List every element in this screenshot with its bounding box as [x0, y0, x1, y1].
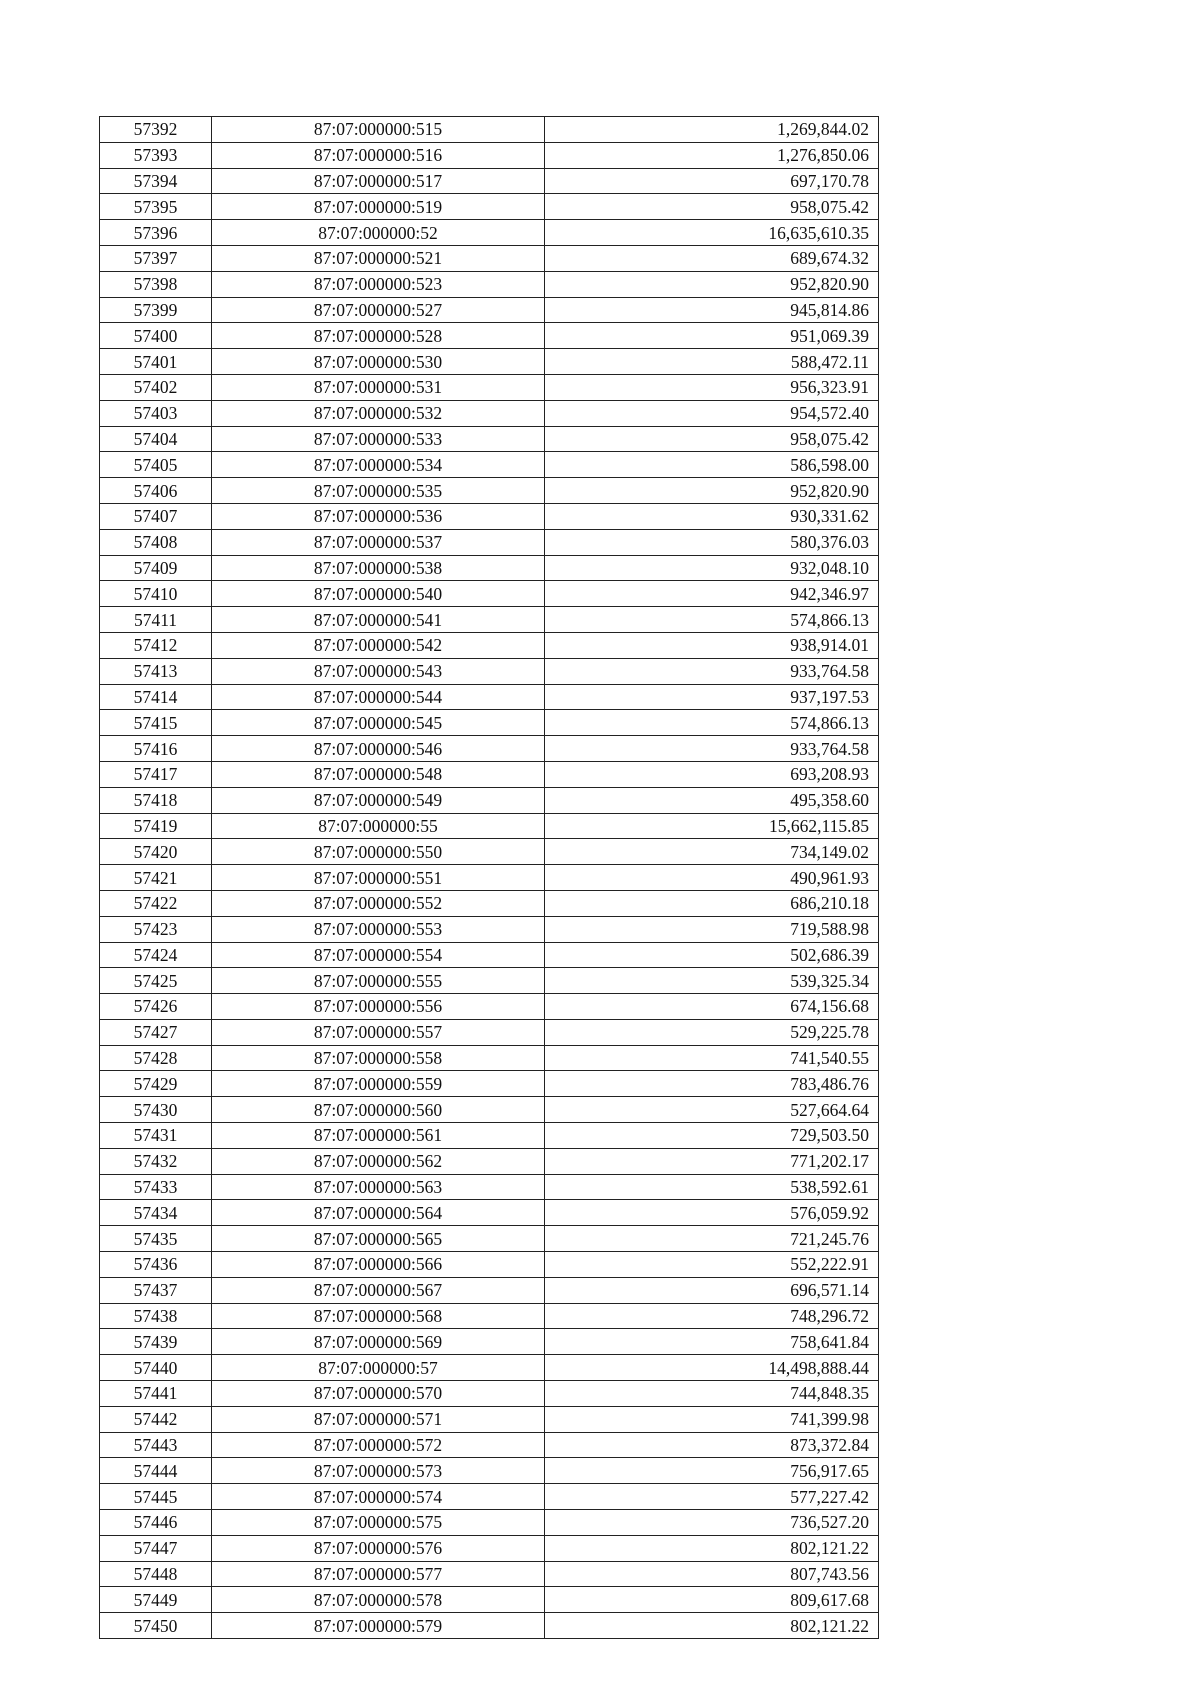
table-row [100, 1458, 879, 1484]
row-number-cell: 57431 [100, 1123, 212, 1149]
amount-cell: 539,325.34 [545, 968, 879, 994]
row-number-cell: 57426 [100, 994, 212, 1020]
table-row [100, 400, 879, 426]
row-number-cell: 57433 [100, 1174, 212, 1200]
cadastral-number-cell: 87:07:000000:532 [212, 400, 545, 426]
cadastral-number-cell: 87:07:000000:538 [212, 555, 545, 581]
cadastral-values-table [99, 116, 879, 1639]
table-row [100, 220, 879, 246]
row-number-cell: 57410 [100, 581, 212, 607]
cadastral-number-cell: 87:07:000000:521 [212, 245, 545, 271]
cadastral-number-cell: 87:07:000000:557 [212, 1019, 545, 1045]
amount-cell: 932,048.10 [545, 555, 879, 581]
row-number-cell: 57437 [100, 1277, 212, 1303]
amount-cell: 736,527.20 [545, 1510, 879, 1536]
amount-cell: 1,276,850.06 [545, 142, 879, 168]
cadastral-number-cell: 87:07:000000:576 [212, 1535, 545, 1561]
cadastral-number-cell: 87:07:000000:530 [212, 349, 545, 375]
amount-cell: 538,592.61 [545, 1174, 879, 1200]
cadastral-number-cell: 87:07:000000:548 [212, 761, 545, 787]
cadastral-number-cell: 87:07:000000:574 [212, 1484, 545, 1510]
amount-cell: 952,820.90 [545, 478, 879, 504]
cadastral-number-cell: 87:07:000000:577 [212, 1561, 545, 1587]
table-row [100, 1148, 879, 1174]
amount-cell: 951,069.39 [545, 323, 879, 349]
amount-cell: 954,572.40 [545, 400, 879, 426]
cadastral-number-cell: 87:07:000000:545 [212, 710, 545, 736]
table-row [100, 1484, 879, 1510]
amount-cell: 802,121.22 [545, 1613, 879, 1639]
amount-cell: 741,540.55 [545, 1045, 879, 1071]
cadastral-number-cell: 87:07:000000:560 [212, 1097, 545, 1123]
row-number-cell: 57422 [100, 890, 212, 916]
amount-cell: 942,346.97 [545, 581, 879, 607]
amount-cell: 952,820.90 [545, 271, 879, 297]
cadastral-number-cell: 87:07:000000:542 [212, 632, 545, 658]
cadastral-number-cell: 87:07:000000:553 [212, 916, 545, 942]
row-number-cell: 57393 [100, 142, 212, 168]
table-row [100, 529, 879, 555]
row-number-cell: 57427 [100, 1019, 212, 1045]
cadastral-number-cell: 87:07:000000:527 [212, 297, 545, 323]
table-row [100, 194, 879, 220]
document-sheet [99, 116, 879, 1639]
row-number-cell: 57415 [100, 710, 212, 736]
amount-cell: 490,961.93 [545, 865, 879, 891]
table-row [100, 142, 879, 168]
table-row [100, 1535, 879, 1561]
amount-cell: 693,208.93 [545, 761, 879, 787]
amount-cell: 756,917.65 [545, 1458, 879, 1484]
cadastral-number-cell: 87:07:000000:563 [212, 1174, 545, 1200]
table-row [100, 916, 879, 942]
row-number-cell: 57444 [100, 1458, 212, 1484]
table-row [100, 813, 879, 839]
table-row [100, 1432, 879, 1458]
row-number-cell: 57399 [100, 297, 212, 323]
cadastral-number-cell: 87:07:000000:565 [212, 1226, 545, 1252]
cadastral-number-cell: 87:07:000000:541 [212, 607, 545, 633]
table-row [100, 1277, 879, 1303]
row-number-cell: 57448 [100, 1561, 212, 1587]
amount-cell: 529,225.78 [545, 1019, 879, 1045]
amount-cell: 933,764.58 [545, 658, 879, 684]
table-row [100, 1561, 879, 1587]
amount-cell: 15,662,115.85 [545, 813, 879, 839]
amount-cell: 938,914.01 [545, 632, 879, 658]
cadastral-number-cell: 87:07:000000:559 [212, 1071, 545, 1097]
cadastral-number-cell: 87:07:000000:562 [212, 1148, 545, 1174]
amount-cell: 527,664.64 [545, 1097, 879, 1123]
cadastral-number-cell: 87:07:000000:579 [212, 1613, 545, 1639]
table-row [100, 1381, 879, 1407]
row-number-cell: 57416 [100, 736, 212, 762]
row-number-cell: 57400 [100, 323, 212, 349]
table-row [100, 452, 879, 478]
row-number-cell: 57413 [100, 658, 212, 684]
amount-cell: 741,399.98 [545, 1406, 879, 1432]
amount-cell: 574,866.13 [545, 710, 879, 736]
cadastral-number-cell: 87:07:000000:573 [212, 1458, 545, 1484]
cadastral-number-cell: 87:07:000000:570 [212, 1381, 545, 1407]
amount-cell: 719,588.98 [545, 916, 879, 942]
table-row [100, 1355, 879, 1381]
table-row [100, 1226, 879, 1252]
cadastral-number-cell: 87:07:000000:549 [212, 787, 545, 813]
cadastral-number-cell: 87:07:000000:561 [212, 1123, 545, 1149]
row-number-cell: 57398 [100, 271, 212, 297]
row-number-cell: 57419 [100, 813, 212, 839]
amount-cell: 577,227.42 [545, 1484, 879, 1510]
row-number-cell: 57405 [100, 452, 212, 478]
row-number-cell: 57407 [100, 503, 212, 529]
row-number-cell: 57411 [100, 607, 212, 633]
row-number-cell: 57438 [100, 1303, 212, 1329]
row-number-cell: 57414 [100, 684, 212, 710]
row-number-cell: 57429 [100, 1071, 212, 1097]
row-number-cell: 57404 [100, 426, 212, 452]
cadastral-number-cell: 87:07:000000:544 [212, 684, 545, 710]
cadastral-number-cell: 87:07:000000:551 [212, 865, 545, 891]
row-number-cell: 57421 [100, 865, 212, 891]
row-number-cell: 57446 [100, 1510, 212, 1536]
row-number-cell: 57449 [100, 1587, 212, 1613]
table-row [100, 994, 879, 1020]
table-row [100, 658, 879, 684]
amount-cell: 748,296.72 [545, 1303, 879, 1329]
amount-cell: 580,376.03 [545, 529, 879, 555]
cadastral-number-cell: 87:07:000000:554 [212, 942, 545, 968]
amount-cell: 956,323.91 [545, 374, 879, 400]
cadastral-number-cell: 87:07:000000:52 [212, 220, 545, 246]
cadastral-number-cell: 87:07:000000:578 [212, 1587, 545, 1613]
row-number-cell: 57396 [100, 220, 212, 246]
amount-cell: 586,598.00 [545, 452, 879, 478]
table-row [100, 1587, 879, 1613]
table-row [100, 503, 879, 529]
amount-cell: 758,641.84 [545, 1329, 879, 1355]
table-row [100, 865, 879, 891]
table-row [100, 968, 879, 994]
row-number-cell: 57417 [100, 761, 212, 787]
table-row [100, 478, 879, 504]
cadastral-number-cell: 87:07:000000:55 [212, 813, 545, 839]
table-row [100, 1406, 879, 1432]
amount-cell: 16,635,610.35 [545, 220, 879, 246]
table-row [100, 271, 879, 297]
table-row [100, 761, 879, 787]
cadastral-number-cell: 87:07:000000:528 [212, 323, 545, 349]
table-row [100, 607, 879, 633]
cadastral-number-cell: 87:07:000000:552 [212, 890, 545, 916]
table-row [100, 245, 879, 271]
table-row [100, 1019, 879, 1045]
amount-cell: 937,197.53 [545, 684, 879, 710]
amount-cell: 588,472.11 [545, 349, 879, 375]
cadastral-number-cell: 87:07:000000:519 [212, 194, 545, 220]
cadastral-number-cell: 87:07:000000:558 [212, 1045, 545, 1071]
cadastral-number-cell: 87:07:000000:555 [212, 968, 545, 994]
cadastral-number-cell: 87:07:000000:571 [212, 1406, 545, 1432]
cadastral-number-cell: 87:07:000000:568 [212, 1303, 545, 1329]
row-number-cell: 57403 [100, 400, 212, 426]
table-row [100, 168, 879, 194]
cadastral-number-cell: 87:07:000000:535 [212, 478, 545, 504]
amount-cell: 721,245.76 [545, 1226, 879, 1252]
table-row [100, 1329, 879, 1355]
cadastral-number-cell: 87:07:000000:567 [212, 1277, 545, 1303]
table-row [100, 710, 879, 736]
row-number-cell: 57430 [100, 1097, 212, 1123]
row-number-cell: 57450 [100, 1613, 212, 1639]
table-row [100, 942, 879, 968]
cadastral-number-cell: 87:07:000000:566 [212, 1252, 545, 1278]
cadastral-number-cell: 87:07:000000:533 [212, 426, 545, 452]
cadastral-number-cell: 87:07:000000:57 [212, 1355, 545, 1381]
table-row [100, 117, 879, 143]
cadastral-number-cell: 87:07:000000:569 [212, 1329, 545, 1355]
amount-cell: 807,743.56 [545, 1561, 879, 1587]
amount-cell: 771,202.17 [545, 1148, 879, 1174]
row-number-cell: 57408 [100, 529, 212, 555]
cadastral-number-cell: 87:07:000000:550 [212, 839, 545, 865]
table-row [100, 1123, 879, 1149]
row-number-cell: 57412 [100, 632, 212, 658]
amount-cell: 1,269,844.02 [545, 117, 879, 143]
cadastral-number-cell: 87:07:000000:575 [212, 1510, 545, 1536]
row-number-cell: 57394 [100, 168, 212, 194]
table-row [100, 1097, 879, 1123]
table-row [100, 374, 879, 400]
table-row [100, 323, 879, 349]
row-number-cell: 57439 [100, 1329, 212, 1355]
amount-cell: 744,848.35 [545, 1381, 879, 1407]
table-row [100, 297, 879, 323]
table-row [100, 890, 879, 916]
cadastral-number-cell: 87:07:000000:537 [212, 529, 545, 555]
row-number-cell: 57395 [100, 194, 212, 220]
table-row [100, 349, 879, 375]
table-body [100, 117, 879, 1639]
amount-cell: 958,075.42 [545, 426, 879, 452]
table-row [100, 684, 879, 710]
cadastral-number-cell: 87:07:000000:523 [212, 271, 545, 297]
row-number-cell: 57406 [100, 478, 212, 504]
row-number-cell: 57409 [100, 555, 212, 581]
row-number-cell: 57418 [100, 787, 212, 813]
table-row [100, 426, 879, 452]
row-number-cell: 57434 [100, 1200, 212, 1226]
amount-cell: 552,222.91 [545, 1252, 879, 1278]
cadastral-number-cell: 87:07:000000:540 [212, 581, 545, 607]
row-number-cell: 57397 [100, 245, 212, 271]
table-row [100, 1200, 879, 1226]
cadastral-number-cell: 87:07:000000:564 [212, 1200, 545, 1226]
table-row [100, 1174, 879, 1200]
row-number-cell: 57443 [100, 1432, 212, 1458]
amount-cell: 574,866.13 [545, 607, 879, 633]
amount-cell: 783,486.76 [545, 1071, 879, 1097]
amount-cell: 809,617.68 [545, 1587, 879, 1613]
row-number-cell: 57401 [100, 349, 212, 375]
amount-cell: 14,498,888.44 [545, 1355, 879, 1381]
table-row [100, 1303, 879, 1329]
table-row [100, 632, 879, 658]
cadastral-number-cell: 87:07:000000:546 [212, 736, 545, 762]
row-number-cell: 57424 [100, 942, 212, 968]
row-number-cell: 57441 [100, 1381, 212, 1407]
cadastral-number-cell: 87:07:000000:517 [212, 168, 545, 194]
table-row [100, 787, 879, 813]
row-number-cell: 57432 [100, 1148, 212, 1174]
table-row [100, 555, 879, 581]
row-number-cell: 57436 [100, 1252, 212, 1278]
amount-cell: 933,764.58 [545, 736, 879, 762]
table-row [100, 1045, 879, 1071]
cadastral-number-cell: 87:07:000000:516 [212, 142, 545, 168]
row-number-cell: 57423 [100, 916, 212, 942]
amount-cell: 674,156.68 [545, 994, 879, 1020]
amount-cell: 729,503.50 [545, 1123, 879, 1149]
amount-cell: 696,571.14 [545, 1277, 879, 1303]
amount-cell: 689,674.32 [545, 245, 879, 271]
cadastral-number-cell: 87:07:000000:536 [212, 503, 545, 529]
amount-cell: 873,372.84 [545, 1432, 879, 1458]
row-number-cell: 57420 [100, 839, 212, 865]
row-number-cell: 57442 [100, 1406, 212, 1432]
row-number-cell: 57447 [100, 1535, 212, 1561]
amount-cell: 734,149.02 [545, 839, 879, 865]
amount-cell: 697,170.78 [545, 168, 879, 194]
table-row [100, 1613, 879, 1639]
amount-cell: 930,331.62 [545, 503, 879, 529]
amount-cell: 495,358.60 [545, 787, 879, 813]
cadastral-number-cell: 87:07:000000:534 [212, 452, 545, 478]
table-row [100, 1071, 879, 1097]
row-number-cell: 57392 [100, 117, 212, 143]
table-row [100, 736, 879, 762]
cadastral-number-cell: 87:07:000000:572 [212, 1432, 545, 1458]
cadastral-number-cell: 87:07:000000:543 [212, 658, 545, 684]
amount-cell: 945,814.86 [545, 297, 879, 323]
amount-cell: 802,121.22 [545, 1535, 879, 1561]
cadastral-number-cell: 87:07:000000:556 [212, 994, 545, 1020]
cadastral-number-cell: 87:07:000000:515 [212, 117, 545, 143]
row-number-cell: 57445 [100, 1484, 212, 1510]
row-number-cell: 57402 [100, 374, 212, 400]
table-row [100, 581, 879, 607]
row-number-cell: 57428 [100, 1045, 212, 1071]
amount-cell: 576,059.92 [545, 1200, 879, 1226]
table-row [100, 839, 879, 865]
table-row [100, 1252, 879, 1278]
amount-cell: 502,686.39 [545, 942, 879, 968]
row-number-cell: 57435 [100, 1226, 212, 1252]
row-number-cell: 57440 [100, 1355, 212, 1381]
amount-cell: 686,210.18 [545, 890, 879, 916]
table-row [100, 1510, 879, 1536]
row-number-cell: 57425 [100, 968, 212, 994]
cadastral-number-cell: 87:07:000000:531 [212, 374, 545, 400]
amount-cell: 958,075.42 [545, 194, 879, 220]
